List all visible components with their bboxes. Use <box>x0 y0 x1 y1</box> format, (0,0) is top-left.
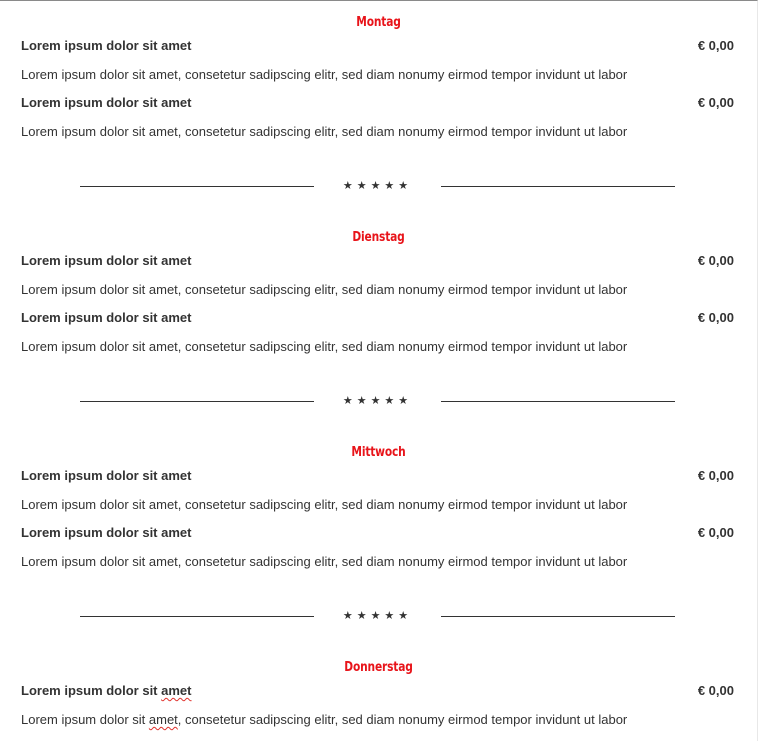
stars-ornament: ★★★★★ <box>342 395 413 407</box>
menu-item <box>0 305 757 362</box>
item-description: Lorem ipsum dolor sit amet, consetetur sadipscing elitr, sed diam nonumy eirmod tempor invidunt ut labor <box>21 124 628 139</box>
menu-item <box>0 248 757 305</box>
item-description: Lorem ipsum dolor sit amet, consetetur sadipscing elitr, sed diam nonumy eirmod tempor invidunt ut labor <box>21 497 628 512</box>
item-name: Lorem ipsum dolor sit amet <box>21 310 192 325</box>
item-name: Lorem ipsum dolor sit amet <box>21 525 192 540</box>
day-title: Donnerstag <box>344 660 413 675</box>
spellcheck-flagged-word[interactable]: amet <box>148 712 178 727</box>
stars-divider <box>0 179 757 193</box>
item-name: Lorem ipsum dolor sit amet <box>21 468 192 483</box>
item-price: € 0,00 <box>697 253 734 268</box>
item-price: € 0,00 <box>697 525 734 540</box>
stars-ornament: ★★★★★ <box>342 610 413 622</box>
day-section-mittwoch <box>0 443 757 577</box>
item-price: € 0,00 <box>697 683 734 698</box>
item-description: Lorem ipsum dolor sit amet, consetetur sadipscing elitr, sed diam nonumy eirmod tempor invidunt ut labor <box>21 339 628 354</box>
menu-item <box>0 463 757 520</box>
item-price: € 0,00 <box>697 310 734 325</box>
day-title: Mittwoch <box>351 445 406 460</box>
item-name: Lorem ipsum dolor sit amet <box>21 253 192 268</box>
item-description: Lorem ipsum dolor sit amet, consetetur sadipscing elitr, sed diam nonumy eirmod tempor invidunt ut labor <box>21 67 628 82</box>
item-description-text: Lorem ipsum dolor sit <box>21 712 149 727</box>
stars-divider <box>0 609 757 623</box>
day-title: Montag <box>356 15 401 30</box>
spellcheck-flagged-word[interactable]: amet <box>161 683 192 698</box>
divider-line-right <box>441 616 675 617</box>
menu-item <box>0 33 757 90</box>
divider-line-right <box>441 401 675 402</box>
item-description <box>21 712 627 728</box>
item-description: Lorem ipsum dolor sit amet, consetetur sadipscing elitr, sed diam nonumy eirmod tempor invidunt ut labor <box>21 554 628 569</box>
divider-line-left <box>80 186 314 187</box>
day-section-dienstag <box>0 228 757 362</box>
item-description: Lorem ipsum dolor sit amet, consetetur sadipscing elitr, sed diam nonumy eirmod tempor invidunt ut labor <box>21 282 628 297</box>
item-price: € 0,00 <box>697 468 734 483</box>
stars-divider <box>0 394 757 408</box>
menu-item <box>0 520 757 577</box>
item-price: € 0,00 <box>697 95 734 110</box>
item-description-text: , consetetur sadipscing elitr, sed diam nonumy eirmod tempor invidunt ut labor <box>177 712 628 727</box>
item-price: € 0,00 <box>697 38 734 53</box>
item-name-text: Lorem ipsum dolor sit <box>21 683 162 698</box>
day-section-montag <box>0 13 757 147</box>
day-title: Dienstag <box>352 230 405 245</box>
item-name <box>21 683 191 699</box>
divider-line-left <box>80 616 314 617</box>
stars-ornament: ★★★★★ <box>342 180 413 192</box>
menu-item <box>0 678 757 735</box>
divider-line-right <box>441 186 675 187</box>
divider-line-left <box>80 401 314 402</box>
day-section-donnerstag <box>0 658 757 735</box>
item-name: Lorem ipsum dolor sit amet <box>21 38 192 53</box>
item-name: Lorem ipsum dolor sit amet <box>21 95 192 110</box>
menu-item <box>0 90 757 147</box>
